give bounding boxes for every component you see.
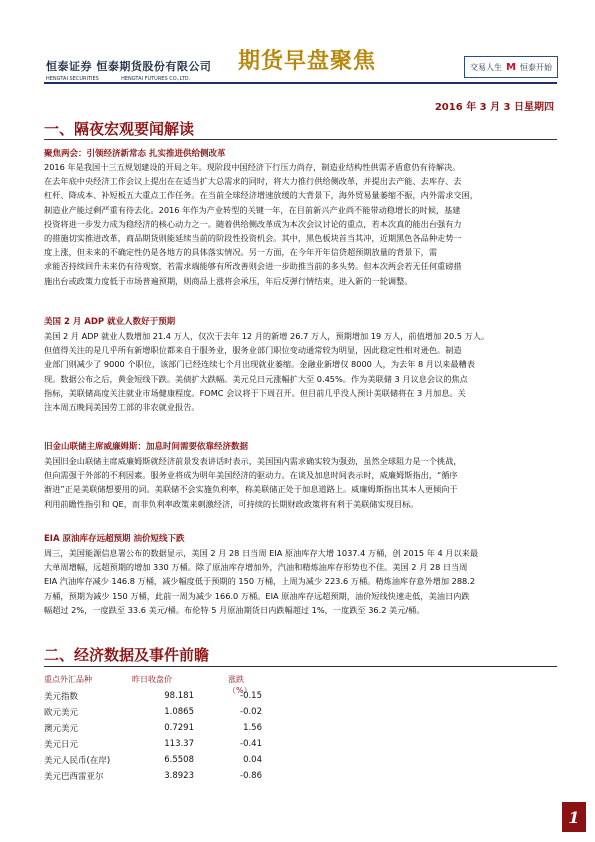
report-date: 2016 年 3 月 3 日星期四 bbox=[434, 102, 554, 113]
fx-table-header bbox=[44, 674, 262, 695]
logo-en-text: HENGTAI SECURITIES HENGTAI FUTURES CO.,LTD. bbox=[46, 76, 191, 82]
col-header-instrument: 重点外汇品种 bbox=[44, 675, 92, 684]
table-row: 美元指数 98.181 -0.15 bbox=[44, 691, 262, 702]
section1-divider bbox=[44, 139, 557, 140]
section1-heading: 一、隔夜宏观要闻解读 bbox=[44, 120, 195, 138]
table-row: 美元人民币(在岸) 6.5508 0.04 bbox=[44, 755, 262, 766]
table-row: 澳元美元 0.7291 1.56 bbox=[44, 723, 262, 734]
col-header-close: 昨日收盘价 bbox=[132, 675, 172, 684]
table-row: 欧元美元 1.0865 -0.02 bbox=[44, 707, 262, 718]
news-body-2: 美国 2 月 ADP 就业人数增加 21.4 万人，仅次于去年 12 月的新增 26.7 万人，预期增加 19 万人，前值增加 20.5 万人。 但值得关注的是几乎所有新增职位都来自于服务业，服务业部门职位变动通常较为明显，因此稳定性相对逊色。制造 业部门则减少了 9000 个职位，该部门已经连续七个月出现就业萎缩。金融业新增仅 8000 人，为去年 8 月以来最糟表 现。数据公布之后，黄金短线下跌。美债扩大跌幅。美元兑日元涨幅扩大至 0.45%。作为美联储 3 月议息会议的焦点 指标，美联储高度关注就业市场健康程度。FOMC 会议将于下周召开。但目前几乎没人预计美联储将在 3 月加息。关 注本周五晚间美国劳工部的非农就业报告。 bbox=[44, 331, 490, 413]
news-body-4: 周三，美国能源信息署公布的数据显示，美国 2 月 28 日当周 EIA 原油库存大增 1037.4 万桶，创 2015 年 4 月以来最 大单周增幅，远超预期的增加 330 万桶。除了原油库存增加外，汽油和精炼油库存形势也不佳。美国 2 月 28 日当周 EIA 汽油库存减少 146.8 万桶，减少幅度低于预期的 150 万桶，上周为减少 223.6 万桶。精炼油库存意外增加 288.2 万桶，预期为减少 150 万桶，此前一周为减少 166.0 万桶。EIA 原油库存远超预期，油价短线快速走低，美油日内跌 幅超过 2%，一度跌至 33.6 美元/桶。布伦特 5 月原油期货日内跌幅超过 1%，一度跌至 36.2 美元/桶。 bbox=[44, 548, 479, 615]
table-row: 美元巴西雷亚尔 3.8923 -0.86 bbox=[44, 771, 262, 782]
news-title-3: 旧金山联储主席威廉姆斯：加息时间需要依靠经济数据 bbox=[44, 442, 249, 452]
news-body-3: 美国旧金山联储主席威廉姆斯就经济前景发表讲话时表示，美国国内需求确实较为强劲，虽然全球阻力是一个挑战， 但向需强于外部的不利因素。服务业将成为明年美国经济的驱动力。在谈及加息时间表示时，威廉姆斯指出，“循序 渐进”正是美联储想要用的词。美联储不会实施负利率，称美联储正处于加息道路上。威廉姆斯指出其本人更倾向于 利用前瞻性指引和 QE，而非负利率政策来刺激经济，可持续的长期财政政策将有利于美联储实现目标。 bbox=[44, 456, 462, 509]
fx-table bbox=[44, 674, 262, 784]
company-logo bbox=[46, 58, 211, 82]
news-title-4: EIA 原油库存远超预期 油价短线下跌 bbox=[44, 534, 185, 544]
news-body-1: 2016 年是我国十三五规划建设的开局之年。现阶段中国经济下行压力尚存，制造业结构性供需矛盾愈仍有待解决。 在去年底中央经济工作会议上提出在在适当扩大总需求的同时，将大力推行供给侧改革，并提出去产能、去库存、去 杠杆、降成本、补短板五大重点工作任务。在当前全球经济增速放缓的大背景下，海外贸易量萎缩不振，内外需求交困， 制造业产能过剩严重有待去化。2016 年作为产业转型的关键一年，在目前新兴产业尚不能带动稳增长的时候，基建 投资将进一步发力成为稳经济的核心动力之一。随着供给侧改革成为本次会议讨论的重点，若本次真的能出台强有力 的措施切实推进改革，商品期货则能延续当前的阶段性投资机会。其中，黑色板块首当其冲，近期黑色各品种走势一 度上涨，但未来的不确定性仍是各地方的具体落实情况。另一方面，在今年开年信贷超预期放量的背景下，需 求能否持续回升未来仍有待观察，若需求端能够有所改善则会进一步助推当前的多头势。但本次两会若无任何重磅措 施出台或政策力度低于市场普遍预期，则商品上涨将会承压，年后反弹行情结束，进入新的一轮调整。 bbox=[44, 162, 478, 286]
table-row: 美元日元 113.37 -0.41 bbox=[44, 739, 262, 750]
news-title-2: 美国 2 月 ADP 就业人数好于预期 bbox=[44, 317, 176, 327]
page-number: 1 bbox=[562, 802, 586, 832]
logo-cn-text: 恒泰证券 恒泰期货股份有限公司 bbox=[46, 60, 212, 73]
col-header-change: 涨跌（%） bbox=[228, 675, 252, 695]
slogan-left: 交易人生 bbox=[470, 62, 503, 72]
slogan-badge bbox=[464, 56, 558, 78]
report-title: 期货早盘聚焦 bbox=[238, 48, 377, 74]
header-divider bbox=[44, 82, 557, 84]
news-title-1: 聚焦两会：引领经济新常态 扎实推进供给侧改革 bbox=[44, 149, 226, 159]
section2-heading: 二、经济数据及事件前瞻 bbox=[44, 646, 210, 664]
brand-mark-icon: M bbox=[506, 61, 516, 73]
slogan-right: 恒泰开始 bbox=[519, 62, 552, 72]
section2-divider bbox=[44, 666, 557, 667]
